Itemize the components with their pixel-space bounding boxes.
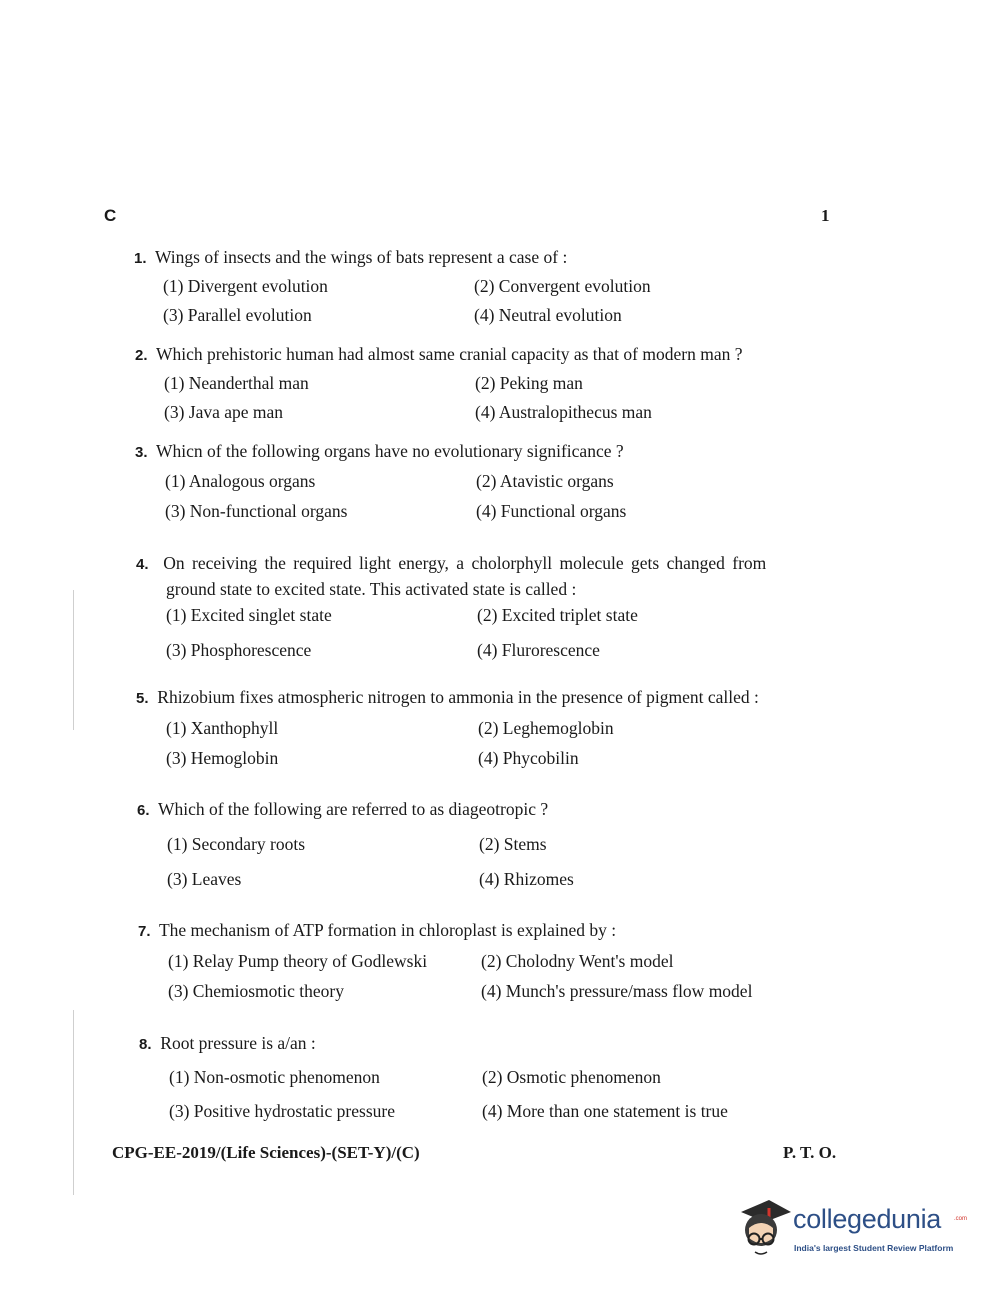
option-2: (2) Stems xyxy=(479,834,547,854)
question-number: 8. xyxy=(139,1036,152,1053)
please-turn-over: P. T. O. xyxy=(783,1143,837,1162)
question-4 xyxy=(136,553,766,574)
option-2: (2) Cholodny Went's model xyxy=(481,951,674,971)
option-4: (4) More than one statement is true xyxy=(482,1101,728,1121)
question-2 xyxy=(135,344,742,365)
option-4: (4) Rhizomes xyxy=(479,869,574,889)
question-series-label: C xyxy=(104,206,117,225)
question-5 xyxy=(136,687,759,708)
option-1: (1) Neanderthal man xyxy=(164,373,309,393)
option-1: (1) Secondary roots xyxy=(167,834,306,854)
option-1: (1) Xanthophyll xyxy=(166,718,279,738)
question-text: The mechanism of ATP formation in chloroplast is explained by : xyxy=(158,920,617,940)
brand-suffix: .com xyxy=(954,1216,968,1222)
question-number: 4. xyxy=(136,556,149,573)
collegedunia-watermark xyxy=(735,1198,968,1268)
paper-code: CPG-EE-2019/(Life Sciences)-(SET-Y)/(C) xyxy=(112,1143,420,1162)
option-4: (4) Neutral evolution xyxy=(474,305,622,325)
question-6 xyxy=(137,799,548,820)
scan-edge-line xyxy=(73,1010,74,1195)
option-1: (1) Non-osmotic phenomenon xyxy=(169,1067,380,1087)
question-1 xyxy=(134,247,567,268)
question-4-continuation: ground state to excited state. This activated state is called : xyxy=(166,579,577,599)
option-3: (3) Hemoglobin xyxy=(166,748,279,768)
option-1: (1) Excited singlet state xyxy=(166,605,332,625)
question-7 xyxy=(138,920,616,941)
option-3: (3) Phosphorescence xyxy=(166,640,312,660)
mascot-icon xyxy=(735,1198,791,1260)
question-text: Root pressure is a/an : xyxy=(160,1033,316,1053)
brand-name: collegedunia xyxy=(793,1204,942,1234)
brand-tagline: India's largest Student Review Platform xyxy=(794,1243,954,1253)
scan-edge-line xyxy=(73,590,74,730)
option-3: (3) Java ape man xyxy=(164,402,284,422)
question-text: On receiving the required light energy, a cholorphyll molecule gets changed from xyxy=(163,553,767,573)
option-4: (4) Phycobilin xyxy=(478,748,579,768)
option-3: (3) Non-functional organs xyxy=(165,501,348,521)
option-4: (4) Munch's pressure/mass flow model xyxy=(481,981,753,1001)
option-1: (1) Divergent evolution xyxy=(163,276,328,296)
question-number: 6. xyxy=(137,802,150,819)
option-2: (2) Peking man xyxy=(475,373,583,393)
option-3: (3) Positive hydrostatic pressure xyxy=(169,1101,395,1121)
question-number: 1. xyxy=(134,250,147,267)
question-text: Rhizobium fixes atmospheric nitrogen to ammonia in the presence of pigment called : xyxy=(157,687,759,707)
option-4: (4) Functional organs xyxy=(476,501,627,521)
option-2: (2) Atavistic organs xyxy=(476,471,614,491)
question-text: Which of the following are referred to as diageotropic ? xyxy=(157,799,549,819)
question-text: Which prehistoric human had almost same cranial capacity as that of modern man ? xyxy=(155,344,743,364)
option-3: (3) Chemiosmotic theory xyxy=(168,981,344,1001)
question-8 xyxy=(139,1033,316,1054)
page-number: 1 xyxy=(821,206,830,225)
option-3: (3) Parallel evolution xyxy=(163,305,312,325)
option-2: (2) Osmotic phenomenon xyxy=(482,1067,661,1087)
question-number: 5. xyxy=(136,690,149,707)
question-number: 7. xyxy=(138,923,151,940)
option-4: (4) Flurorescence xyxy=(477,640,600,660)
option-3: (3) Leaves xyxy=(167,869,242,889)
option-4: (4) Australopithecus man xyxy=(475,402,652,422)
option-1: (1) Relay Pump theory of Godlewski xyxy=(168,951,428,971)
option-2: (2) Convergent evolution xyxy=(474,276,651,296)
question-3 xyxy=(135,441,624,462)
option-2: (2) Leghemoglobin xyxy=(478,718,614,738)
question-text: Whicn of the following organs have no evolutionary significance ? xyxy=(155,441,624,461)
question-number: 3. xyxy=(135,444,148,461)
question-number: 2. xyxy=(135,347,148,364)
option-1: (1) Analogous organs xyxy=(165,471,316,491)
question-text: Wings of insects and the wings of bats represent a case of : xyxy=(154,247,568,267)
option-2: (2) Excited triplet state xyxy=(477,605,638,625)
